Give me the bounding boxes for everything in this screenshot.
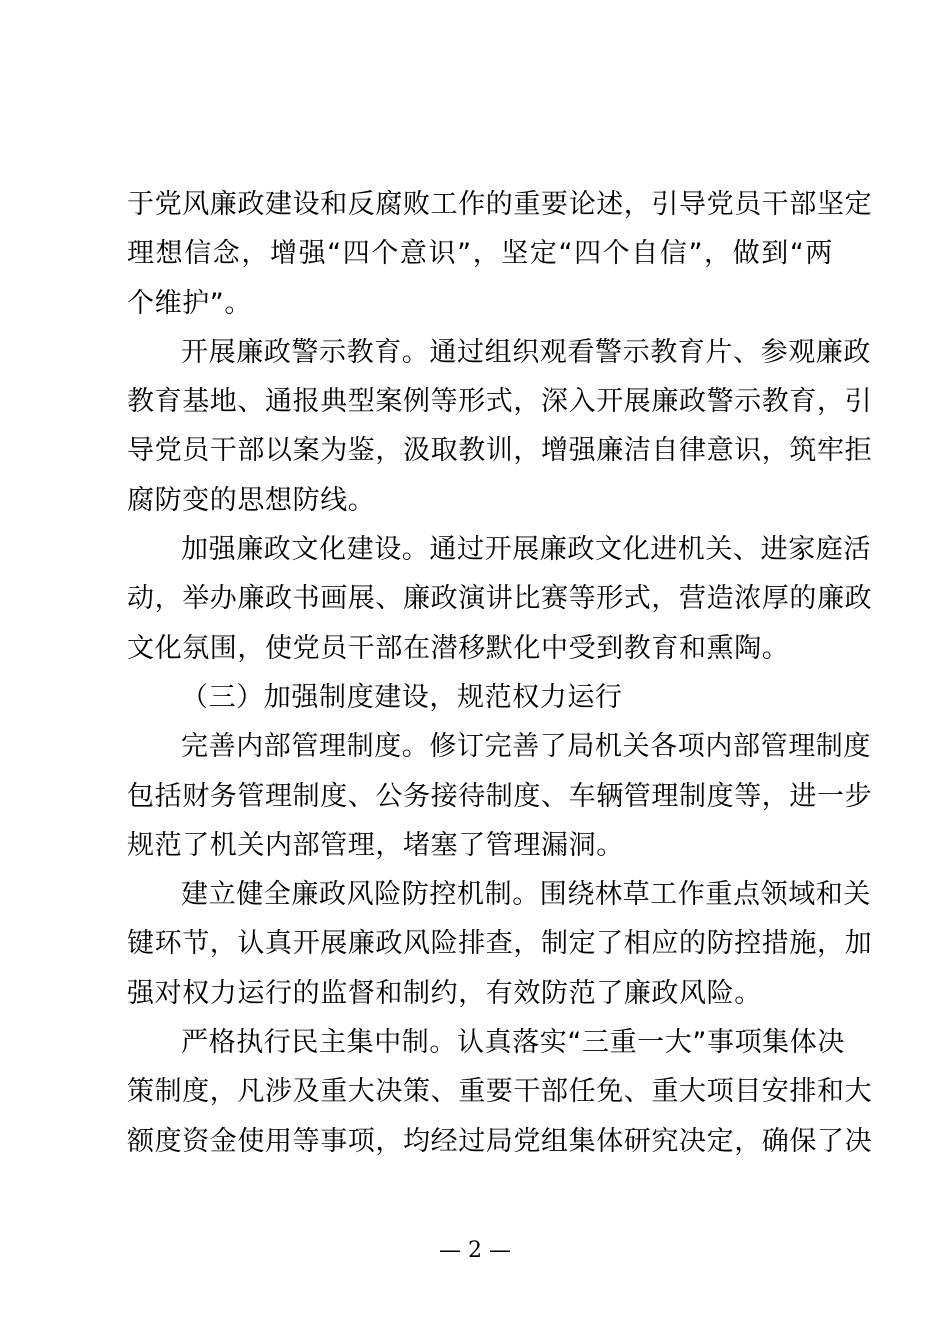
- paragraph-line: 腐防变的思想防线。: [127, 484, 376, 516]
- paragraph-line: 规范了机关内部管理，堵塞了管理漏洞。: [127, 829, 624, 861]
- page-number: — 2 —: [439, 1238, 511, 1263]
- paragraph-line: 严格执行民主集中制。认真落实“三重一大”事项集体决: [181, 1027, 845, 1059]
- paragraph-line: 强对权力运行的监督和制约，有效防范了廉政风险。: [127, 977, 762, 1009]
- paragraph-line: 包括财务管理制度、公务接待制度、车辆管理制度等，进一步: [127, 780, 873, 812]
- paragraph-line: 导党员干部以案为鉴，汲取教训，增强廉洁自律意识，筑牢拒: [127, 435, 873, 467]
- paragraph-line: 额度资金使用等事项，均经过局党组集体研究决定，确保了决: [127, 1125, 873, 1157]
- paragraph-line: 开展廉政警示教育。通过组织观看警示教育片、参观廉政: [181, 336, 871, 368]
- paragraph-line: 个维护”。: [127, 287, 252, 319]
- paragraph-line: 键环节，认真开展廉政风险排查，制定了相应的防控措施，加: [127, 928, 873, 960]
- paragraph-line: 动，举办廉政书画展、廉政演讲比赛等形式，营造浓厚的廉政: [127, 583, 873, 615]
- paragraph-line: 理想信念，增强“四个意识”，坚定“四个自信”，做到“两: [127, 238, 833, 270]
- paragraph-line: 文化氛围，使党员干部在潜移默化中受到教育和熏陶。: [127, 632, 790, 664]
- section-heading: （三）加强制度建设，规范权力运行: [181, 681, 623, 713]
- paragraph-line: 教育基地、通报典型案例等形式，深入开展廉政警示教育，引: [127, 386, 873, 418]
- paragraph-line: 建立健全廉政风险防控机制。围绕林草工作重点领域和关: [181, 879, 871, 911]
- body-text: [127, 180, 873, 1166]
- paragraph-line: 策制度，凡涉及重大决策、重要干部任免、重大项目安排和大: [127, 1076, 873, 1108]
- paragraph-line: 加强廉政文化建设。通过开展廉政文化进机关、进家庭活: [181, 534, 871, 566]
- paragraph-line: 完善内部管理制度。修订完善了局机关各项内部管理制度: [181, 731, 871, 763]
- paragraph-line: 于党风廉政建设和反腐败工作的重要论述，引导党员干部坚定: [127, 189, 873, 220]
